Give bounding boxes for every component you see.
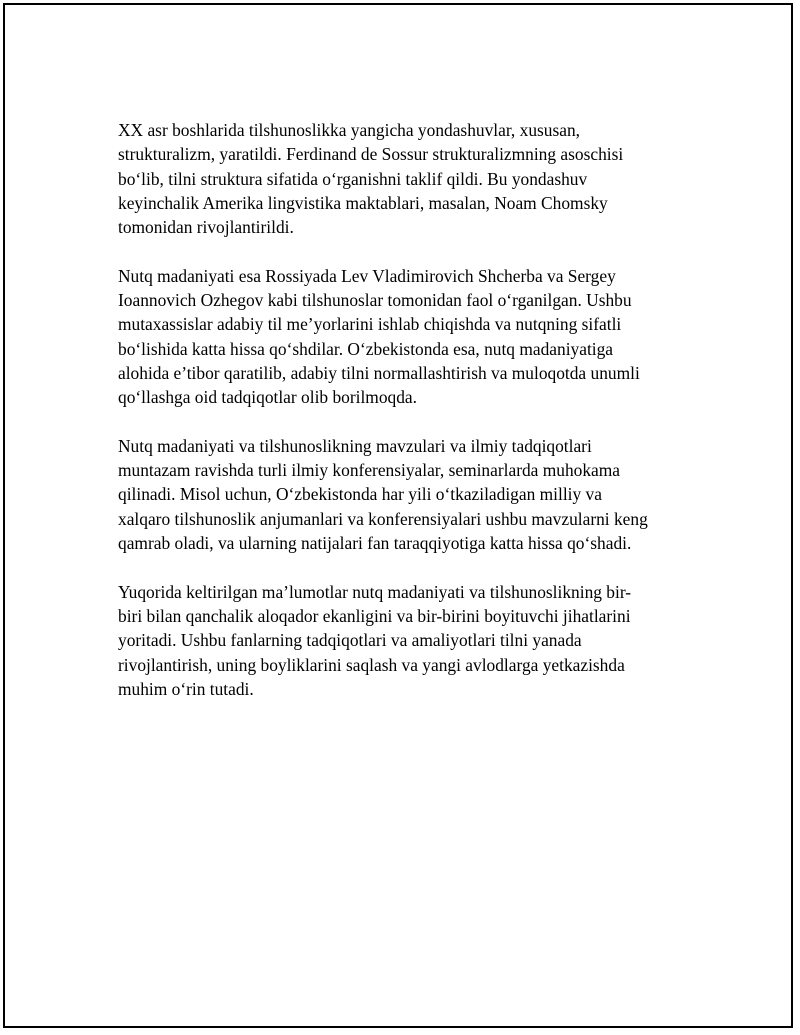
text-line: keyinchalik Amerika lingvistika maktablari, masalan, Noam Chomsky: [118, 192, 608, 213]
text-line: biri bilan qanchalik aloqador ekanligini va bir-birini boyituvchi jihatlarini: [118, 605, 631, 626]
text-line: alohida e’tibor qaratilib, adabiy tilni normallashtirish va muloqotda unumli: [118, 362, 640, 383]
text-line: Nutq madaniyati esa Rossiyada Lev Vladimirovich Shcherba va Sergey: [118, 265, 616, 286]
text-line: bo‘lishida katta hissa qo‘shdilar. O‘zbekistonda esa, nutq madaniyatiga: [118, 338, 614, 359]
paragraph-3: [118, 434, 688, 555]
text-line: qamrab oladi, va ularning natijalari fan taraqqiyotiga katta hissa qo‘shadi.: [118, 533, 632, 554]
text-line: rivojlantirish, uning boyliklarini saqlash va yangi avlodlarga yetkazishda: [118, 654, 625, 675]
text-line: bo‘lib, tilni struktura sifatida o‘rganishni taklif qildi. Bu yondashuv: [118, 168, 588, 189]
paragraph-1: [118, 118, 688, 239]
text-line: tomonidan rivojlantirildi.: [118, 217, 294, 238]
text-line: strukturalizm, yaratildi. Ferdinand de Sossur strukturalizmning asoschisi: [118, 144, 624, 165]
text-line: xalqaro tilshunoslik anjumanlari va konferensiyalari ushbu mavzularni keng: [118, 508, 648, 529]
text-line: muhim o‘rin tutadi.: [118, 678, 254, 699]
text-line: XX asr boshlarida tilshunoslikka yangicha yondashuvlar, xususan,: [118, 120, 581, 140]
text-line: qo‘llashga oid tadqiqotlar olib borilmoqda.: [118, 387, 417, 408]
text-line: muntazam ravishda turli ilmiy konferensiyalar, seminarlarda muhokama: [118, 460, 621, 481]
text-line: Yuqorida keltirilgan ma’lumotlar nutq madaniyati va tilshunoslikning bir-: [118, 581, 632, 602]
paragraph-2: [118, 264, 688, 410]
paragraph-4: [118, 580, 688, 701]
text-line: qilinadi. Misol uchun, O‘zbekistonda har yili o‘tkaziladigan milliy va: [118, 484, 602, 505]
text-line: yoritadi. Ushbu fanlarning tadqiqotlari va amaliyotlari tilni yanada: [118, 630, 582, 651]
document-body: [118, 118, 688, 725]
text-line: mutaxassislar adabiy til me’yorlarini ishlab chiqishda va nutqning sifatli: [118, 314, 622, 335]
text-line: Ioannovich Ozhegov kabi tilshunoslar tomonidan faol o‘rganilgan. Ushbu: [118, 290, 632, 311]
text-line: Nutq madaniyati va tilshunoslikning mavzulari va ilmiy tadqiqotlari: [118, 435, 592, 456]
